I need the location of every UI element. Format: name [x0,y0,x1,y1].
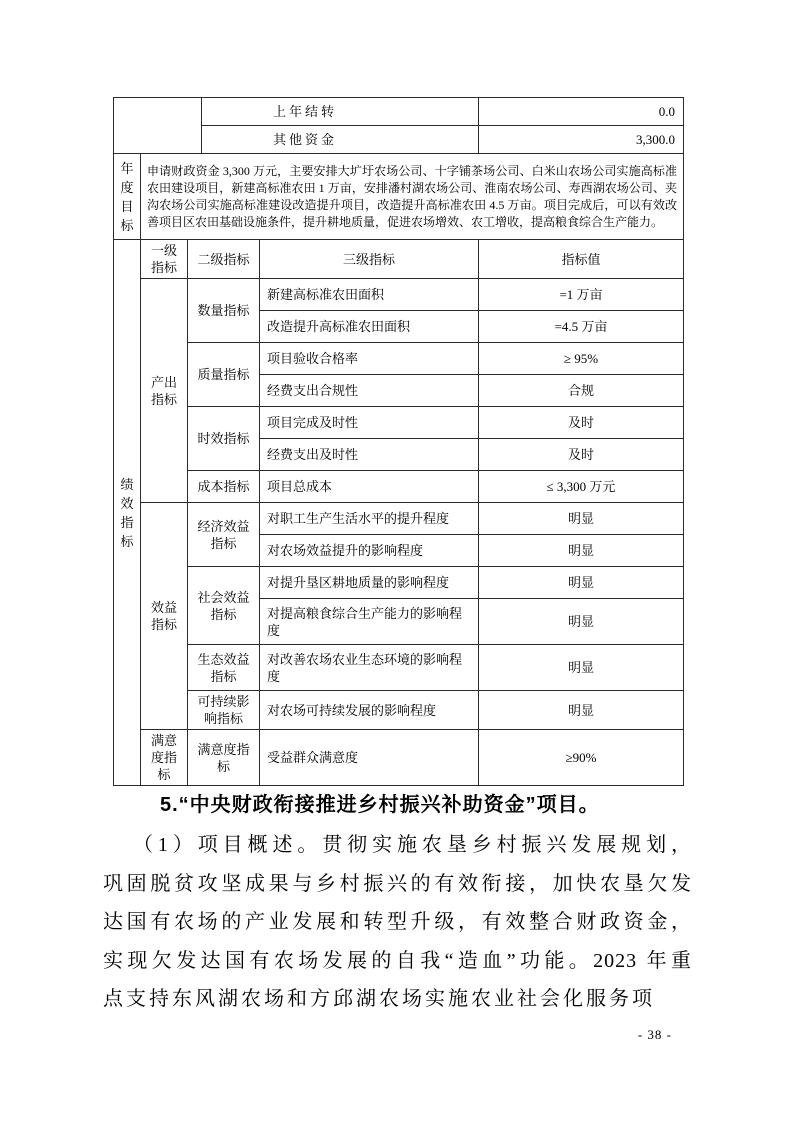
table-row [114,154,684,240]
indicator-value: 及时 [479,439,684,471]
paragraph-line: （1）项目概述。贯彻实施农垦乡村振兴发展规划， [133,834,692,856]
carryover-value: 0.0 [479,98,684,126]
other-funds-label: 其他资金 [202,126,479,154]
indicator-name: 项目完成及时性 [260,407,479,439]
indicator-value: 明显 [479,567,684,599]
indicator-name: 经费支出及时性 [260,439,479,471]
indicator-name: 项目验收合格率 [260,343,479,375]
carryover-label: 上年结转 [202,98,479,126]
body-paragraph [103,826,692,1019]
group-social: 社会效益指标 [188,567,260,645]
indicator-value: 明显 [479,503,684,535]
table-row [114,730,684,786]
group-quantity: 数量指标 [188,279,260,343]
annual-goal-label-cell [114,154,141,240]
page-number: - 38 - [637,1027,672,1042]
indicator-value: 合规 [479,375,684,407]
indicator-name: 改造提升高标准农田面积 [260,311,479,343]
other-funds-value: 3,300.0 [479,126,684,154]
budget-performance-table [113,97,683,786]
indicator-value: =4.5 万亩 [479,311,684,343]
indicator-name: 经费支出合规性 [260,375,479,407]
paragraph-line: 实现欠发达国有农场发展的自我“造血”功能。2023 年重 [103,949,692,972]
group-economic: 经济效益指标 [188,503,260,567]
table-row [114,471,684,503]
group-benefit: 效益指标 [141,503,188,730]
header-value: 指标值 [479,240,684,279]
table-row [114,691,684,730]
annual-goal-table [113,153,684,240]
table-row [114,98,684,126]
table-row [114,279,684,311]
indicator-name: 对提高粮食综合生产能力的影响程度 [260,599,479,645]
header-level2: 二级指标 [188,240,260,279]
indicator-value: 明显 [479,535,684,567]
performance-section-label-cell [114,240,141,786]
header-level3: 三级指标 [260,240,479,279]
funding-table [113,97,684,154]
indicator-value: =1 万亩 [479,279,684,311]
group-satisfaction: 满意度指标 [141,730,188,786]
paragraph-line: 巩固脱贫攻坚成果与乡村振兴的有效衔接，加快农垦欠发 [103,872,692,895]
performance-table [113,239,684,786]
indicator-name: 对提升垦区耕地质量的影响程度 [260,567,479,599]
group-quality: 质量指标 [188,343,260,407]
group-sustainable: 可持续影响指标 [188,691,260,730]
indicator-name: 对农场效益提升的影响程度 [260,535,479,567]
table-row [114,343,684,375]
indicator-name: 对改善农场农业生态环境的影响程度 [260,645,479,691]
indicator-name: 新建高标准农田面积 [260,279,479,311]
funding-empty-cell [114,98,202,154]
group-cost: 成本指标 [188,471,260,503]
annual-goal-text: 申请财政资金 3,300 万元，主要安排大圹圩农场公司、十字铺茶场公司、白米山农场公司实施高标准农田建设项目，新建高标准农田 1 万亩，安排潘村湖农场公司、淮南农场公司、寿西湖农场公司、夹沟农场公司实施高标准建设改造提升项目，改造提升高标准农田 4.5 万亩。项目完成后，可以有效改善项目区农田基础设施条件，提升耕地质量，促进农场增效、农工增收，提高粮食综合生产能力。 [141,154,684,240]
paragraph-line: 达国有农场的产业发展和转型升级，有效整合财政资金， [103,911,692,933]
indicator-value: ≥90% [479,730,684,786]
indicator-name: 对农场可持续发展的影响程度 [260,691,479,730]
indicator-value: 明显 [479,599,684,645]
table-row [114,407,684,439]
performance-section-label: 绩效指标 [120,476,134,549]
header-level1: 一级指标 [141,240,188,279]
table-row [114,645,684,691]
indicator-value: 及时 [479,407,684,439]
table-row [114,503,684,535]
paragraph-line: 点支持东风湖农场和方邱湖农场实施农业社会化服务项 [103,988,655,1010]
section-heading-text: 5.“中央财政衔接推进乡村振兴补助资金”项目。 [160,794,600,816]
indicator-name: 对职工生产生活水平的提升程度 [260,503,479,535]
group-ecological: 生态效益指标 [188,645,260,691]
indicator-value: 明显 [479,691,684,730]
annual-goal-label: 年度目标 [120,160,134,233]
group-output: 产出指标 [141,279,188,503]
indicator-value: ≤ 3,300 万元 [479,471,684,503]
table-header-row [114,240,684,279]
indicator-value: ≥ 95% [479,343,684,375]
indicator-name: 项目总成本 [260,471,479,503]
table-row [114,567,684,599]
section-heading [103,788,692,817]
indicator-value: 明显 [479,645,684,691]
group-timeliness: 时效指标 [188,407,260,471]
group-satisfaction-level2: 满意度指标 [188,730,260,786]
indicator-name: 受益群众满意度 [260,730,479,786]
